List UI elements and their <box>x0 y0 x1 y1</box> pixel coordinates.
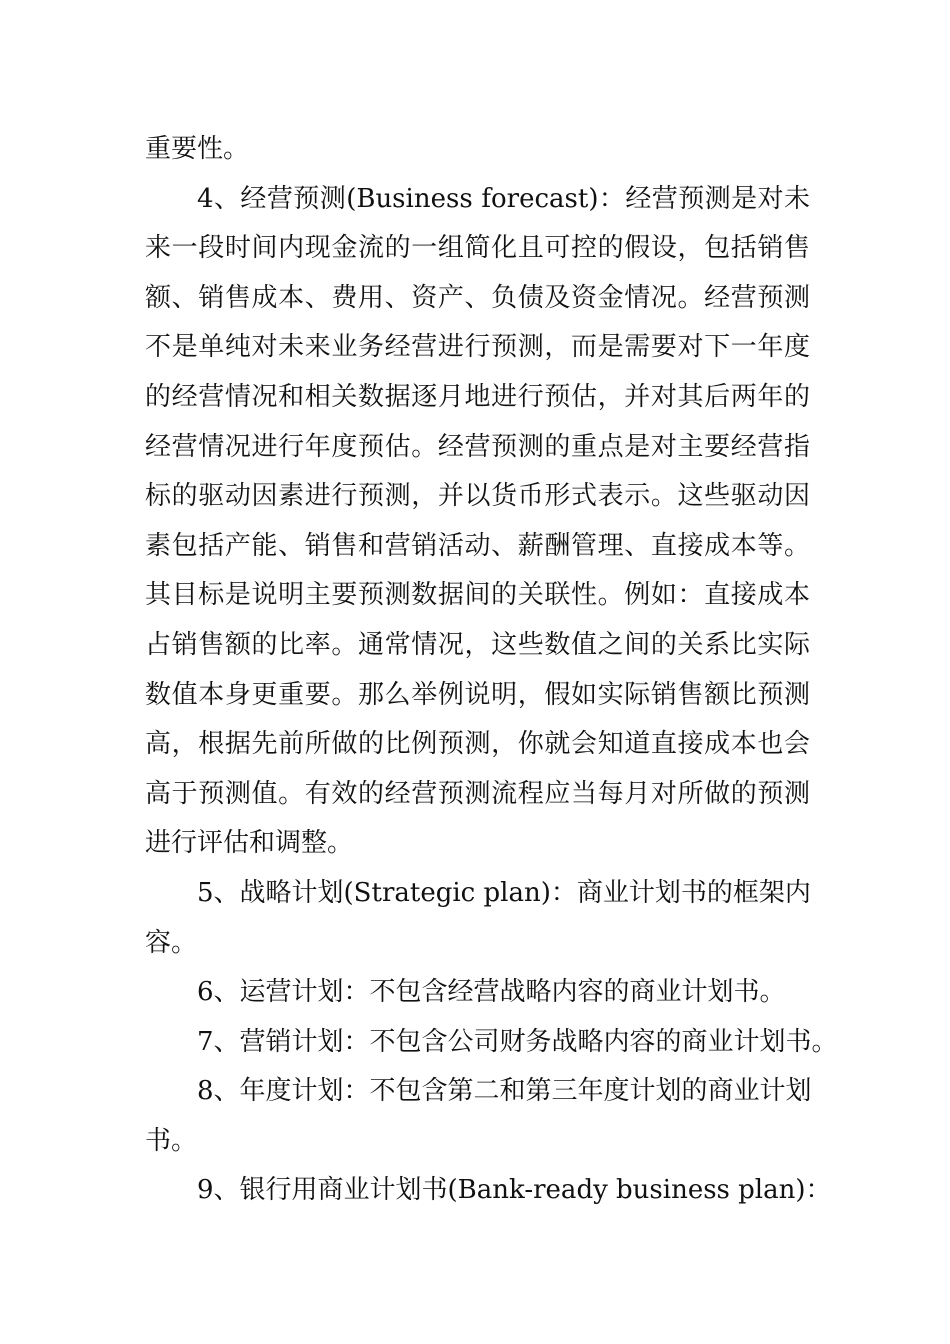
text-line: 标的驱动因素进行预测，并以货币形式表示。这些驱动因 <box>145 481 810 512</box>
text-line: 容。 <box>145 927 198 958</box>
text-line: 其目标是说明主要预测数据间的关联性。例如：直接成本 <box>145 580 810 611</box>
text-line: 6、运营计划：不包含经营战略内容的商业计划书。 <box>197 977 786 1008</box>
text-line: 5、战略计划(Strategic plan)：商业计划书的框架内 <box>197 877 811 908</box>
text-line: 额、销售成本、费用、资产、负债及资金情况。经营预测 <box>145 282 810 313</box>
text-line: 高于预测值。有效的经营预测流程应当每月对所做的预测 <box>145 778 810 809</box>
text-line: 不是单纯对未来业务经营进行预测，而是需要对下一年度 <box>145 332 810 363</box>
body-text <box>145 125 838 1216</box>
text-line: 来一段时间内现金流的一组简化且可控的假设，包括销售 <box>145 233 810 264</box>
text-line: 9、银行用商业计划书(Bank-ready business plan)： <box>197 1175 832 1206</box>
text-line: 7、营销计划：不包含公司财务战略内容的商业计划书。 <box>197 1026 838 1057</box>
text-line: 经营情况进行年度预估。经营预测的重点是对主要经营指 <box>145 431 810 462</box>
text-line: 重要性。 <box>145 134 250 164</box>
text-line: 素包括产能、销售和营销活动、薪酬管理、直接成本等。 <box>145 530 810 561</box>
text-line: 进行评估和调整。 <box>145 828 354 859</box>
text-line: 占销售额的比率。通常情况，这些数值之间的关系比实际 <box>145 629 810 660</box>
text-line: 高，根据先前所做的比例预测，你就会知道直接成本也会 <box>145 729 810 760</box>
text-line: 4、经营预测(Business forecast)：经营预测是对未 <box>197 183 810 214</box>
text-line: 书。 <box>145 1125 198 1156</box>
text-line: 数值本身更重要。那么举例说明，假如实际销售额比预测 <box>145 679 810 710</box>
text-line: 的经营情况和相关数据逐月地进行预估，并对其后两年的 <box>145 381 810 412</box>
text-line: 8、年度计划：不包含第二和第三年度计划的商业计划 <box>197 1076 812 1107</box>
